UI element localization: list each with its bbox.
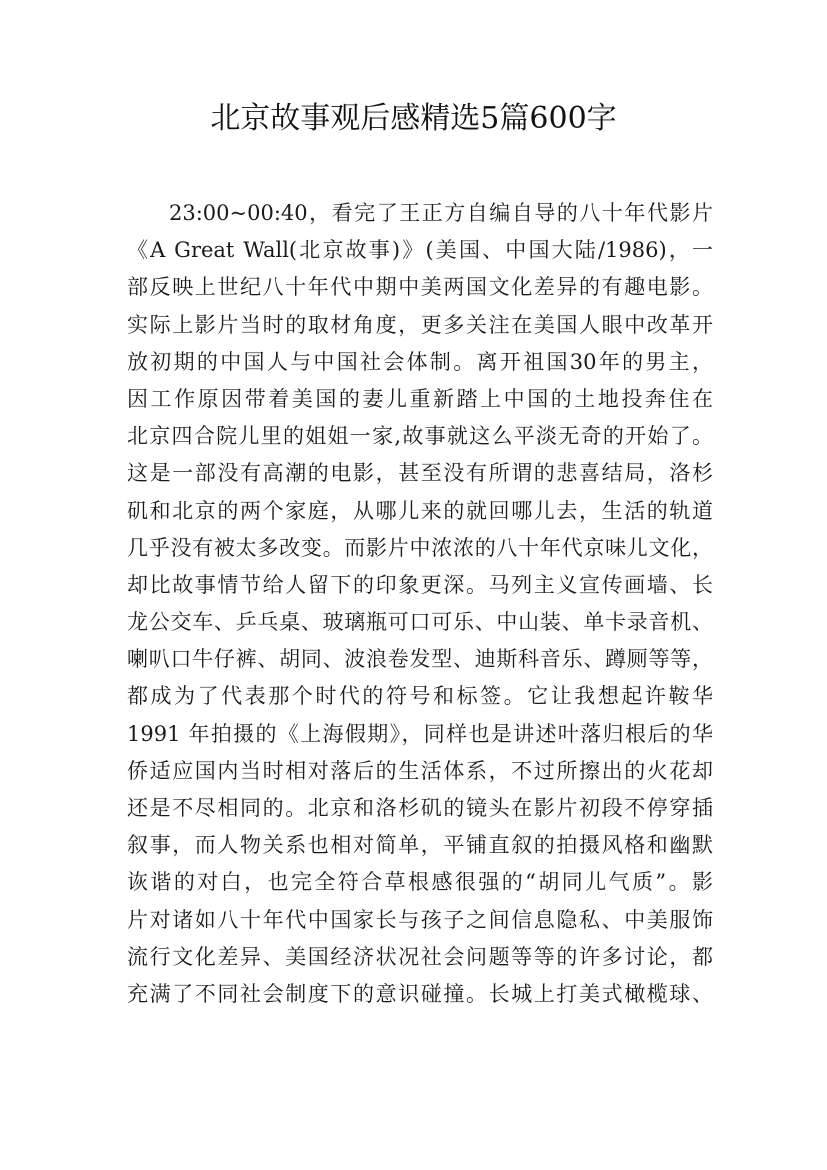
- paragraph-line: 部反映上世纪八十年代中期中美两国文化差异的有趣电影。: [127, 275, 713, 300]
- paragraph-line: 矶和北京的两个家庭，从哪儿来的就回哪儿去，生活的轨道: [127, 498, 713, 523]
- paragraph-line: 侨适应国内当时相对落后的生活体系，不过所擦出的火花却: [127, 758, 713, 783]
- paragraph-line: 叙事，而人物关系也相对简单，平铺直叙的拍摄风格和幽默: [127, 833, 713, 858]
- paragraph-line: 还是不尽相同的。北京和洛杉矶的镜头在影片初段不停穿插: [127, 796, 713, 820]
- paragraph-line: 《A Great Wall(北京故事)》(美国、中国大陆/1986)，一: [127, 238, 713, 263]
- article-body: [127, 195, 713, 1013]
- paragraph-line: 流行文化差异、美国经济状况社会问题等等的许多讨论，都: [127, 944, 713, 969]
- paragraph-line: 北京四合院儿里的姐姐一家,故事就这么平淡无奇的开始了。: [127, 424, 713, 449]
- paragraph-line: 充满了不同社会制度下的意识碰撞。长城上打美式橄榄球、: [127, 981, 713, 1006]
- paragraph-line: 实际上影片当时的取材角度，更多关注在美国人眼中改革开: [127, 312, 713, 337]
- paragraph-line: 23:00~00:40，看完了王正方自编自导的八十年代影片: [169, 201, 713, 225]
- paragraph-line: 喇叭口牛仔裤、胡同、波浪卷发型、迪斯科音乐、蹲厕等等，: [127, 647, 713, 672]
- paragraph-line: 这是一部没有高潮的电影，甚至没有所谓的悲喜结局，洛杉: [127, 461, 713, 486]
- paragraph-line: 诙谐的对白，也完全符合草根感很强的“胡同儿气质”。影: [127, 870, 713, 895]
- paragraph-line: 却比故事情节给人留下的印象更深。马列主义宣传画墙、长: [127, 572, 713, 597]
- document-title: 北京故事观后感精选5篇600字: [210, 101, 617, 136]
- paragraph-line: 放初期的中国人与中国社会体制。离开祖国30年的男主，: [127, 349, 713, 374]
- paragraph-line: 1991 年拍摄的《上海假期》，同样也是讲述叶落归根后的华: [127, 721, 713, 746]
- paragraph-line: 龙公交车、乒乓桌、玻璃瓶可口可乐、中山装、单卡录音机、: [127, 610, 713, 635]
- paragraph-line: 片对诸如八十年代中国家长与孩子之间信息隐私、中美服饰: [127, 907, 713, 932]
- paragraph-line: 几乎没有被太多改变。而影片中浓浓的八十年代京味儿文化，: [127, 535, 713, 560]
- paragraph-line: 都成为了代表那个时代的符号和标签。它让我想起许鞍华: [127, 684, 713, 709]
- paragraph-line: 因工作原因带着美国的妻儿重新踏上中国的土地投奔住在: [127, 386, 713, 411]
